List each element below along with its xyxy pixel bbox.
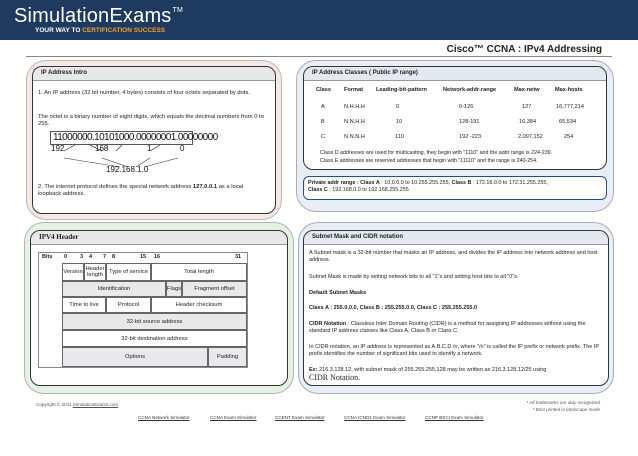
footer-link-ccna-icnd1-exam-simulator[interactable]: CCNA ICND1 Exam Simulator: [344, 415, 406, 420]
ip-intro-p1: 1. An IP address (32 bit number, 4 bytes) consists of four octets separated by dots.: [38, 90, 250, 96]
private-class-a-range: : 10.0.0.0 to 10.255.255.255,: [379, 180, 452, 186]
octet-192: 192: [51, 144, 65, 153]
binary-octets: 11000000.10101000.00000001.00000000: [50, 131, 193, 145]
field-destination-address: 32-bit destination address: [62, 330, 247, 347]
col-max-netw: Max-netw: [514, 87, 540, 93]
tagline: [35, 27, 165, 34]
private-class-b-label: Class B: [451, 180, 472, 186]
row-a-leading: 0: [396, 104, 400, 110]
field-options: Options: [62, 347, 208, 367]
cidr-definition: [309, 321, 603, 335]
bit-16: 16: [154, 254, 161, 260]
col-leading-bit: Leading-bit-pattern: [376, 87, 427, 93]
octet-168: 168: [95, 144, 109, 153]
private-class-c-range: : 192.168.0.0 to 192.168.255.255: [327, 187, 409, 194]
example-tail: CIDR Notation.: [309, 373, 361, 383]
field-header-checksum: Header checksum: [151, 297, 247, 313]
subnet-heading: Subnet Mask and CIDR notation: [304, 231, 608, 245]
cidr-text: : Classless Inter Domain Routing (CIDR) is a method for assigning IP addresses without using the standard IP address classes like Class A, Class B or Class C.: [309, 321, 586, 335]
default-masks-title: Default Subnet Masks: [309, 290, 367, 296]
row-b-format: N.N.H.H: [344, 119, 365, 125]
example-label: Ex:: [309, 367, 318, 373]
field-total-length: Total length: [151, 263, 247, 281]
bit-3: 3: [80, 254, 84, 260]
private-class-b-range: : 172.16.0.0 to 172.31.255.255,: [471, 180, 548, 186]
footer-link-ccnp-bsci-exam-simulator[interactable]: CCNP BSCI Exam Simulator: [425, 415, 484, 420]
subnet-p2: Subnet Mask is made by setting network bits to all "1"s and setting host bits to all "0"s.: [309, 274, 519, 280]
field-source-address: 32-bit source address: [62, 313, 247, 330]
row-a-hosts: 16,777,214: [556, 104, 584, 110]
row-b-leading: 10: [396, 119, 403, 125]
row-c-netw: 2,097,152: [518, 134, 543, 140]
header-bar: [0, 0, 638, 40]
row-c-hosts: 254: [564, 134, 574, 140]
col-format: Format: [344, 87, 363, 93]
field-identification: Identification: [62, 281, 166, 297]
ipv4-header-heading: IPV4 Header: [31, 231, 287, 245]
footer-link-ccna-network-simulator[interactable]: CCNA Network Simulator: [138, 415, 190, 420]
field-protocol: Protocol: [106, 297, 151, 313]
bit-8: 8: [112, 254, 116, 260]
brand-name: SimulationExams: [14, 5, 172, 27]
cidr-example: [309, 367, 603, 383]
dotted-decimal: 192.168.1.0: [106, 165, 149, 174]
field-time-to-live: Time to live: [62, 297, 106, 313]
row-c-class: C: [321, 134, 326, 140]
field-header-length: Header length: [84, 263, 106, 281]
ip-intro-heading: IP Address Intro: [33, 67, 275, 81]
row-a-format: N.H.H.H: [344, 104, 365, 110]
private-range-text: [308, 180, 604, 194]
footer-link-ccent-exam-simulator[interactable]: CCENT Exam Simulator: [275, 415, 325, 420]
row-a-class: A: [321, 104, 325, 110]
ipv4-header-diagram: [38, 252, 248, 368]
trademark-note: * All trademarks are duly recognized: [526, 400, 600, 405]
loopback-address: 127.0.0.1: [192, 184, 218, 190]
field-version: Version: [62, 263, 84, 281]
field-type-of-service: Type of service: [106, 263, 151, 281]
bit-7: 7: [103, 254, 107, 260]
field-padding: Padding: [208, 347, 247, 367]
field-fragment-offset: Fragment offset: [182, 281, 247, 297]
private-class-c-label: Class C: [308, 187, 328, 194]
ip-intro-p3: [38, 184, 264, 198]
ip-intro-p2: The octet is a binary number of eight digits, which equals the decimal numbers from 0 to 255.: [38, 114, 264, 128]
brand-logo[interactable]: [14, 5, 183, 28]
copyright-text: Copyright © 2011: [36, 402, 73, 407]
row-b-range: 128-191: [459, 119, 480, 125]
row-b-class: B: [321, 119, 325, 125]
page-title: Cisco™ CCNA : IPv4 Addressing: [446, 44, 602, 55]
cidr-label: CIDR Notation: [309, 321, 347, 327]
row-a-range: 0-126: [459, 104, 474, 110]
default-masks: Class A : 255.0.0.0, Class B : 255.255.0.0, Class C : 255.255.255.0: [309, 305, 478, 311]
bit-0: 0: [64, 254, 68, 260]
row-b-hosts: 65,534: [559, 119, 577, 125]
bit-15: 15: [140, 254, 147, 260]
class-d-note: Class D addresses are used for multicasting, they begin with "1110" and the addr range is 224-239.: [320, 150, 553, 156]
private-label: Private addr range :: [308, 180, 361, 186]
row-c-leading: 110: [395, 134, 404, 140]
row-c-format: N.N.N.H: [344, 134, 365, 140]
field-flags: Flags: [166, 281, 182, 297]
landscape-note: * Best printed in landscape mode: [532, 407, 600, 412]
example-text: 216.3.128.12, with subnet mask of 255.255.255.128 may be written as 216.3.128.12/25 using: [317, 367, 547, 373]
row-a-netw: 127: [522, 104, 532, 110]
bit-4: 4: [89, 254, 93, 260]
bits-label: Bits: [42, 254, 53, 260]
private-class-a-label: Class A: [360, 180, 380, 186]
title-divider: [26, 56, 612, 57]
loopback-text-post: as a local loopback address.: [38, 184, 244, 198]
col-class: Class: [316, 87, 331, 93]
octet-1: 1: [147, 144, 152, 153]
octet-0: 0: [180, 144, 185, 153]
col-network-range: Network-addr-range: [443, 87, 497, 93]
loopback-text-pre: 2. The internet protocol defines the special network address: [38, 184, 193, 190]
brand-tm: TM: [172, 7, 184, 14]
copyright: [36, 402, 118, 407]
bit-31: 31: [235, 254, 242, 260]
tagline-orange: CERTIFICATION SUCCESS: [82, 27, 166, 34]
tagline-white: YOUR WAY TO: [35, 27, 83, 34]
row-c-range: 192 -223: [459, 134, 482, 140]
class-e-note: Class E addresses are reserved addresses that begin with "11110" and the range is 240-254.: [320, 158, 538, 164]
footer-link-ccna-exam-simulator[interactable]: CCNA Exam Simulator: [210, 415, 257, 420]
copyright-link[interactable]: SimulationExams.com: [72, 402, 119, 407]
cidr-notation-desc: In CIDR notation, an IP address is represented as A.B.C.D /n, where "/n" is called the IP prefix or network prefix. The IP prefix identifies the number of significant bits used to identify a network.: [309, 344, 599, 358]
subnet-p1: A Subnet mask is a 32-bit number that masks an IP address, and divides the IP address into network address and host address.: [309, 250, 598, 264]
row-b-netw: 16,384: [519, 119, 537, 125]
ip-classes-heading: IP Address Classes ( Public IP range): [304, 67, 606, 81]
col-max-hosts: Max-hosts: [555, 87, 583, 93]
